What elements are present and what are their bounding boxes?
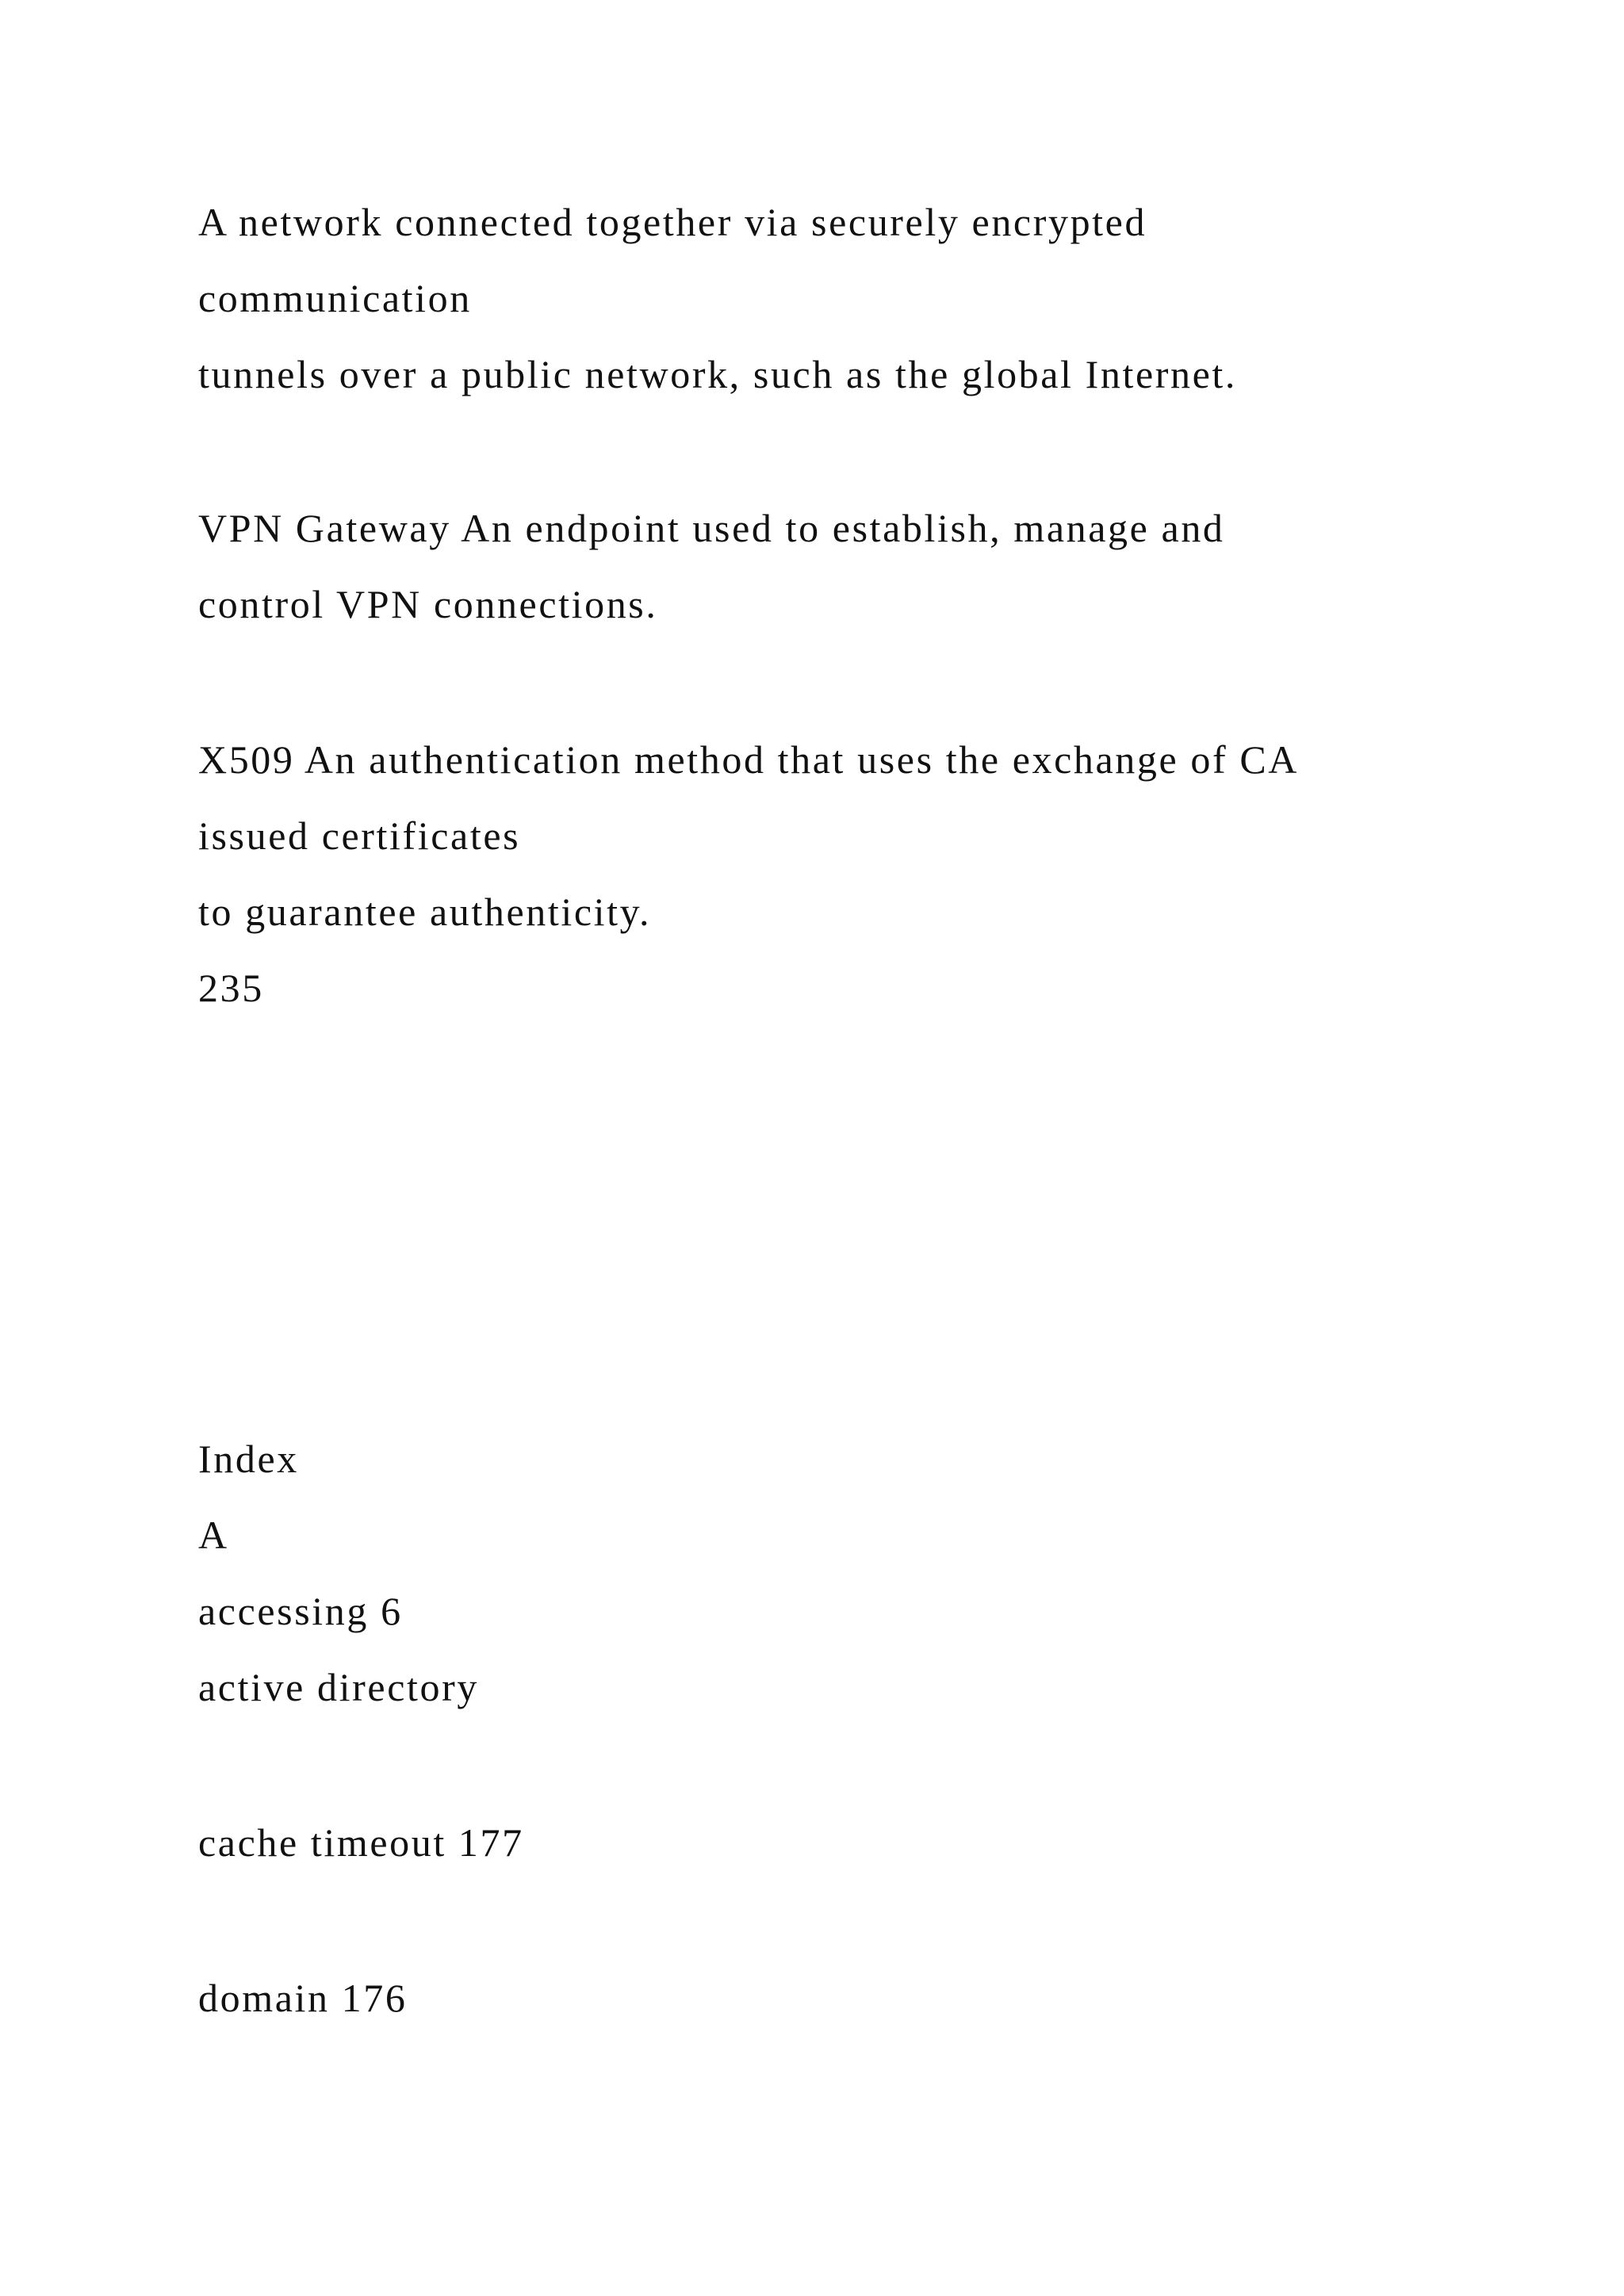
vpn-definition-line-2: communication [198, 276, 472, 320]
vpn-definition-line-1: A network connected together via securely encrypted [198, 200, 1147, 244]
index-title: Index [198, 1437, 299, 1481]
page-number: 235 [198, 966, 264, 1010]
index-entry: cache timeout 177 [198, 1820, 524, 1865]
index-entry: accessing 6 [198, 1589, 403, 1633]
vpn-definition-line-3: tunnels over a public network, such as the global Internet. [198, 352, 1238, 396]
index-letter-heading: A [198, 1513, 229, 1557]
index-entry: active directory [198, 1665, 479, 1709]
index-entry: domain 176 [198, 1976, 408, 2020]
x509-definition-line-1: X509 An authentication method that uses the exchange of CA [198, 737, 1300, 782]
vpn-gateway-definition-line-1: VPN Gateway An endpoint used to establish, manage and [198, 506, 1225, 550]
vpn-gateway-definition-line-2: control VPN connections. [198, 582, 658, 626]
x509-definition-line-2: issued certificates [198, 813, 521, 858]
x509-definition-line-3: to guarantee authenticity. [198, 890, 652, 934]
